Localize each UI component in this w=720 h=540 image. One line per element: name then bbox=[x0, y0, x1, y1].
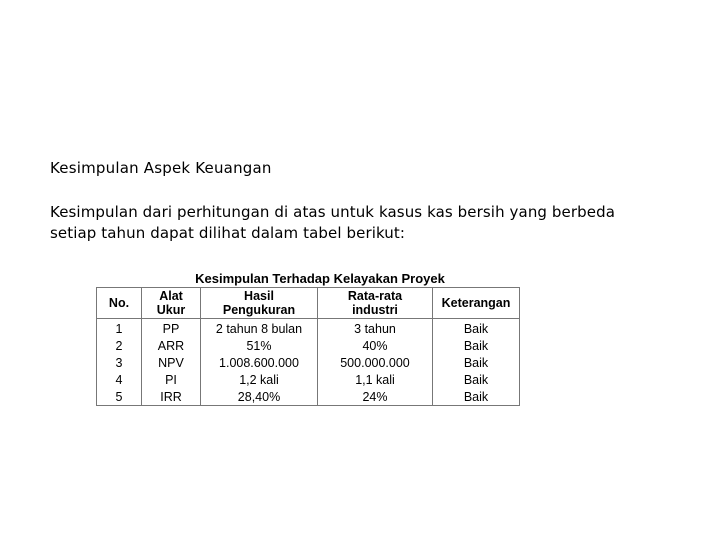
table-row bbox=[97, 355, 520, 372]
cell-no: 5 bbox=[97, 388, 142, 405]
cell-hasil: 1,2 kali bbox=[201, 371, 318, 388]
cell-keterangan: Baik bbox=[433, 319, 520, 338]
cell-rata-rata: 500.000.000 bbox=[318, 355, 433, 372]
cell-alat-ukur: NPV bbox=[142, 355, 201, 372]
cell-hasil: 51% bbox=[201, 338, 318, 355]
table-header-row bbox=[97, 288, 520, 319]
cell-no: 1 bbox=[97, 319, 142, 338]
table-row bbox=[97, 388, 520, 405]
cell-keterangan: Baik bbox=[433, 355, 520, 372]
header-no-text: No. bbox=[108, 296, 130, 310]
cell-alat-ukur: ARR bbox=[142, 338, 201, 355]
header-alat-ukur-line2: Ukur bbox=[156, 303, 186, 317]
cell-no: 4 bbox=[97, 371, 142, 388]
cell-rata-rata: 3 tahun bbox=[318, 319, 433, 338]
header-keterangan bbox=[433, 288, 520, 319]
header-no bbox=[97, 288, 142, 319]
header-hasil-line1: Hasil bbox=[244, 289, 274, 303]
table-row bbox=[97, 319, 520, 338]
cell-hasil: 1.008.600.000 bbox=[201, 355, 318, 372]
cell-keterangan: Baik bbox=[433, 338, 520, 355]
cell-rata-rata: 40% bbox=[318, 338, 433, 355]
section-heading: Kesimpulan Aspek Keuangan bbox=[50, 159, 272, 177]
cell-no: 3 bbox=[97, 355, 142, 372]
header-rata-line2: industri bbox=[352, 303, 398, 317]
cell-hasil: 28,40% bbox=[201, 388, 318, 405]
header-alat-ukur bbox=[142, 288, 201, 319]
cell-keterangan: Baik bbox=[433, 371, 520, 388]
cell-keterangan: Baik bbox=[433, 388, 520, 405]
header-keterangan-text: Keterangan bbox=[441, 296, 511, 310]
cell-hasil: 2 tahun 8 bulan bbox=[201, 319, 318, 338]
cell-alat-ukur: PI bbox=[142, 371, 201, 388]
header-rata-line1: Rata-rata bbox=[347, 289, 403, 303]
header-alat-ukur-line1: Alat bbox=[159, 289, 183, 303]
header-hasil-pengukuran bbox=[201, 288, 318, 319]
cell-alat-ukur: IRR bbox=[142, 388, 201, 405]
cell-rata-rata: 24% bbox=[318, 388, 433, 405]
table-row bbox=[97, 338, 520, 355]
header-rata-rata-industri bbox=[318, 288, 433, 319]
cell-alat-ukur: PP bbox=[142, 319, 201, 338]
cell-rata-rata: 1,1 kali bbox=[318, 371, 433, 388]
conclusion-table bbox=[96, 287, 520, 406]
table-row bbox=[97, 371, 520, 388]
conclusion-table-container bbox=[96, 270, 520, 406]
header-hasil-line2: Pengukuran bbox=[222, 303, 296, 317]
cell-no: 2 bbox=[97, 338, 142, 355]
intro-paragraph: Kesimpulan dari perhitungan di atas untuk kasus kas bersih yang berbeda setiap tahun dapat dilihat dalam tabel berikut: bbox=[50, 203, 615, 242]
table-title: Kesimpulan Terhadap Kelayakan Proyek bbox=[195, 271, 445, 286]
